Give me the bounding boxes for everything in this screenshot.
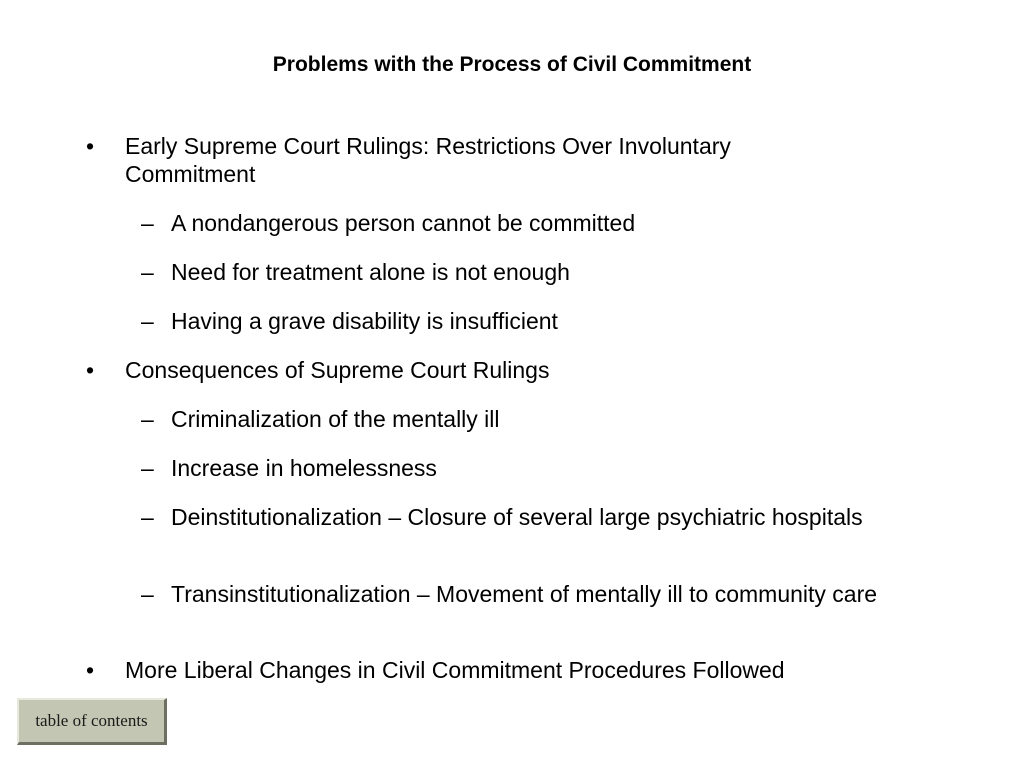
- bullet-marker: •: [86, 657, 95, 683]
- sub-bullet-item: Transinstitutionalization – Movement of mentally ill to community care: [171, 581, 878, 607]
- sub-bullet-item: Criminalization of the mentally ill: [171, 406, 500, 432]
- bullet-marker: •: [86, 357, 95, 383]
- bullet-item: More Liberal Changes in Civil Commitment Procedures Followed: [125, 657, 785, 683]
- sub-bullet-item: Deinstitutionalization – Closure of several large psychiatric hospitals: [171, 504, 863, 530]
- dash-marker: –: [141, 210, 154, 236]
- bullet-item: Early Supreme Court Rulings: Restrictions Over Involuntary Commitment: [125, 133, 731, 187]
- dash-marker: –: [141, 406, 154, 432]
- sub-bullet-item: A nondangerous person cannot be committed: [171, 210, 636, 236]
- table-of-contents-button[interactable]: table of contents: [17, 698, 167, 745]
- dash-marker: –: [141, 581, 154, 607]
- dash-marker: –: [141, 259, 154, 285]
- sub-bullet-item: Having a grave disability is insufficient: [171, 308, 558, 334]
- sub-bullet-item: Increase in homelessness: [171, 455, 437, 481]
- bullet-item: Consequences of Supreme Court Rulings: [125, 357, 550, 383]
- slide-title: Problems with the Process of Civil Commitment: [272, 53, 752, 76]
- dash-marker: –: [141, 504, 154, 530]
- dash-marker: –: [141, 308, 154, 334]
- dash-marker: –: [141, 455, 154, 481]
- sub-bullet-item: Need for treatment alone is not enough: [171, 259, 570, 285]
- bullet-marker: •: [86, 133, 95, 159]
